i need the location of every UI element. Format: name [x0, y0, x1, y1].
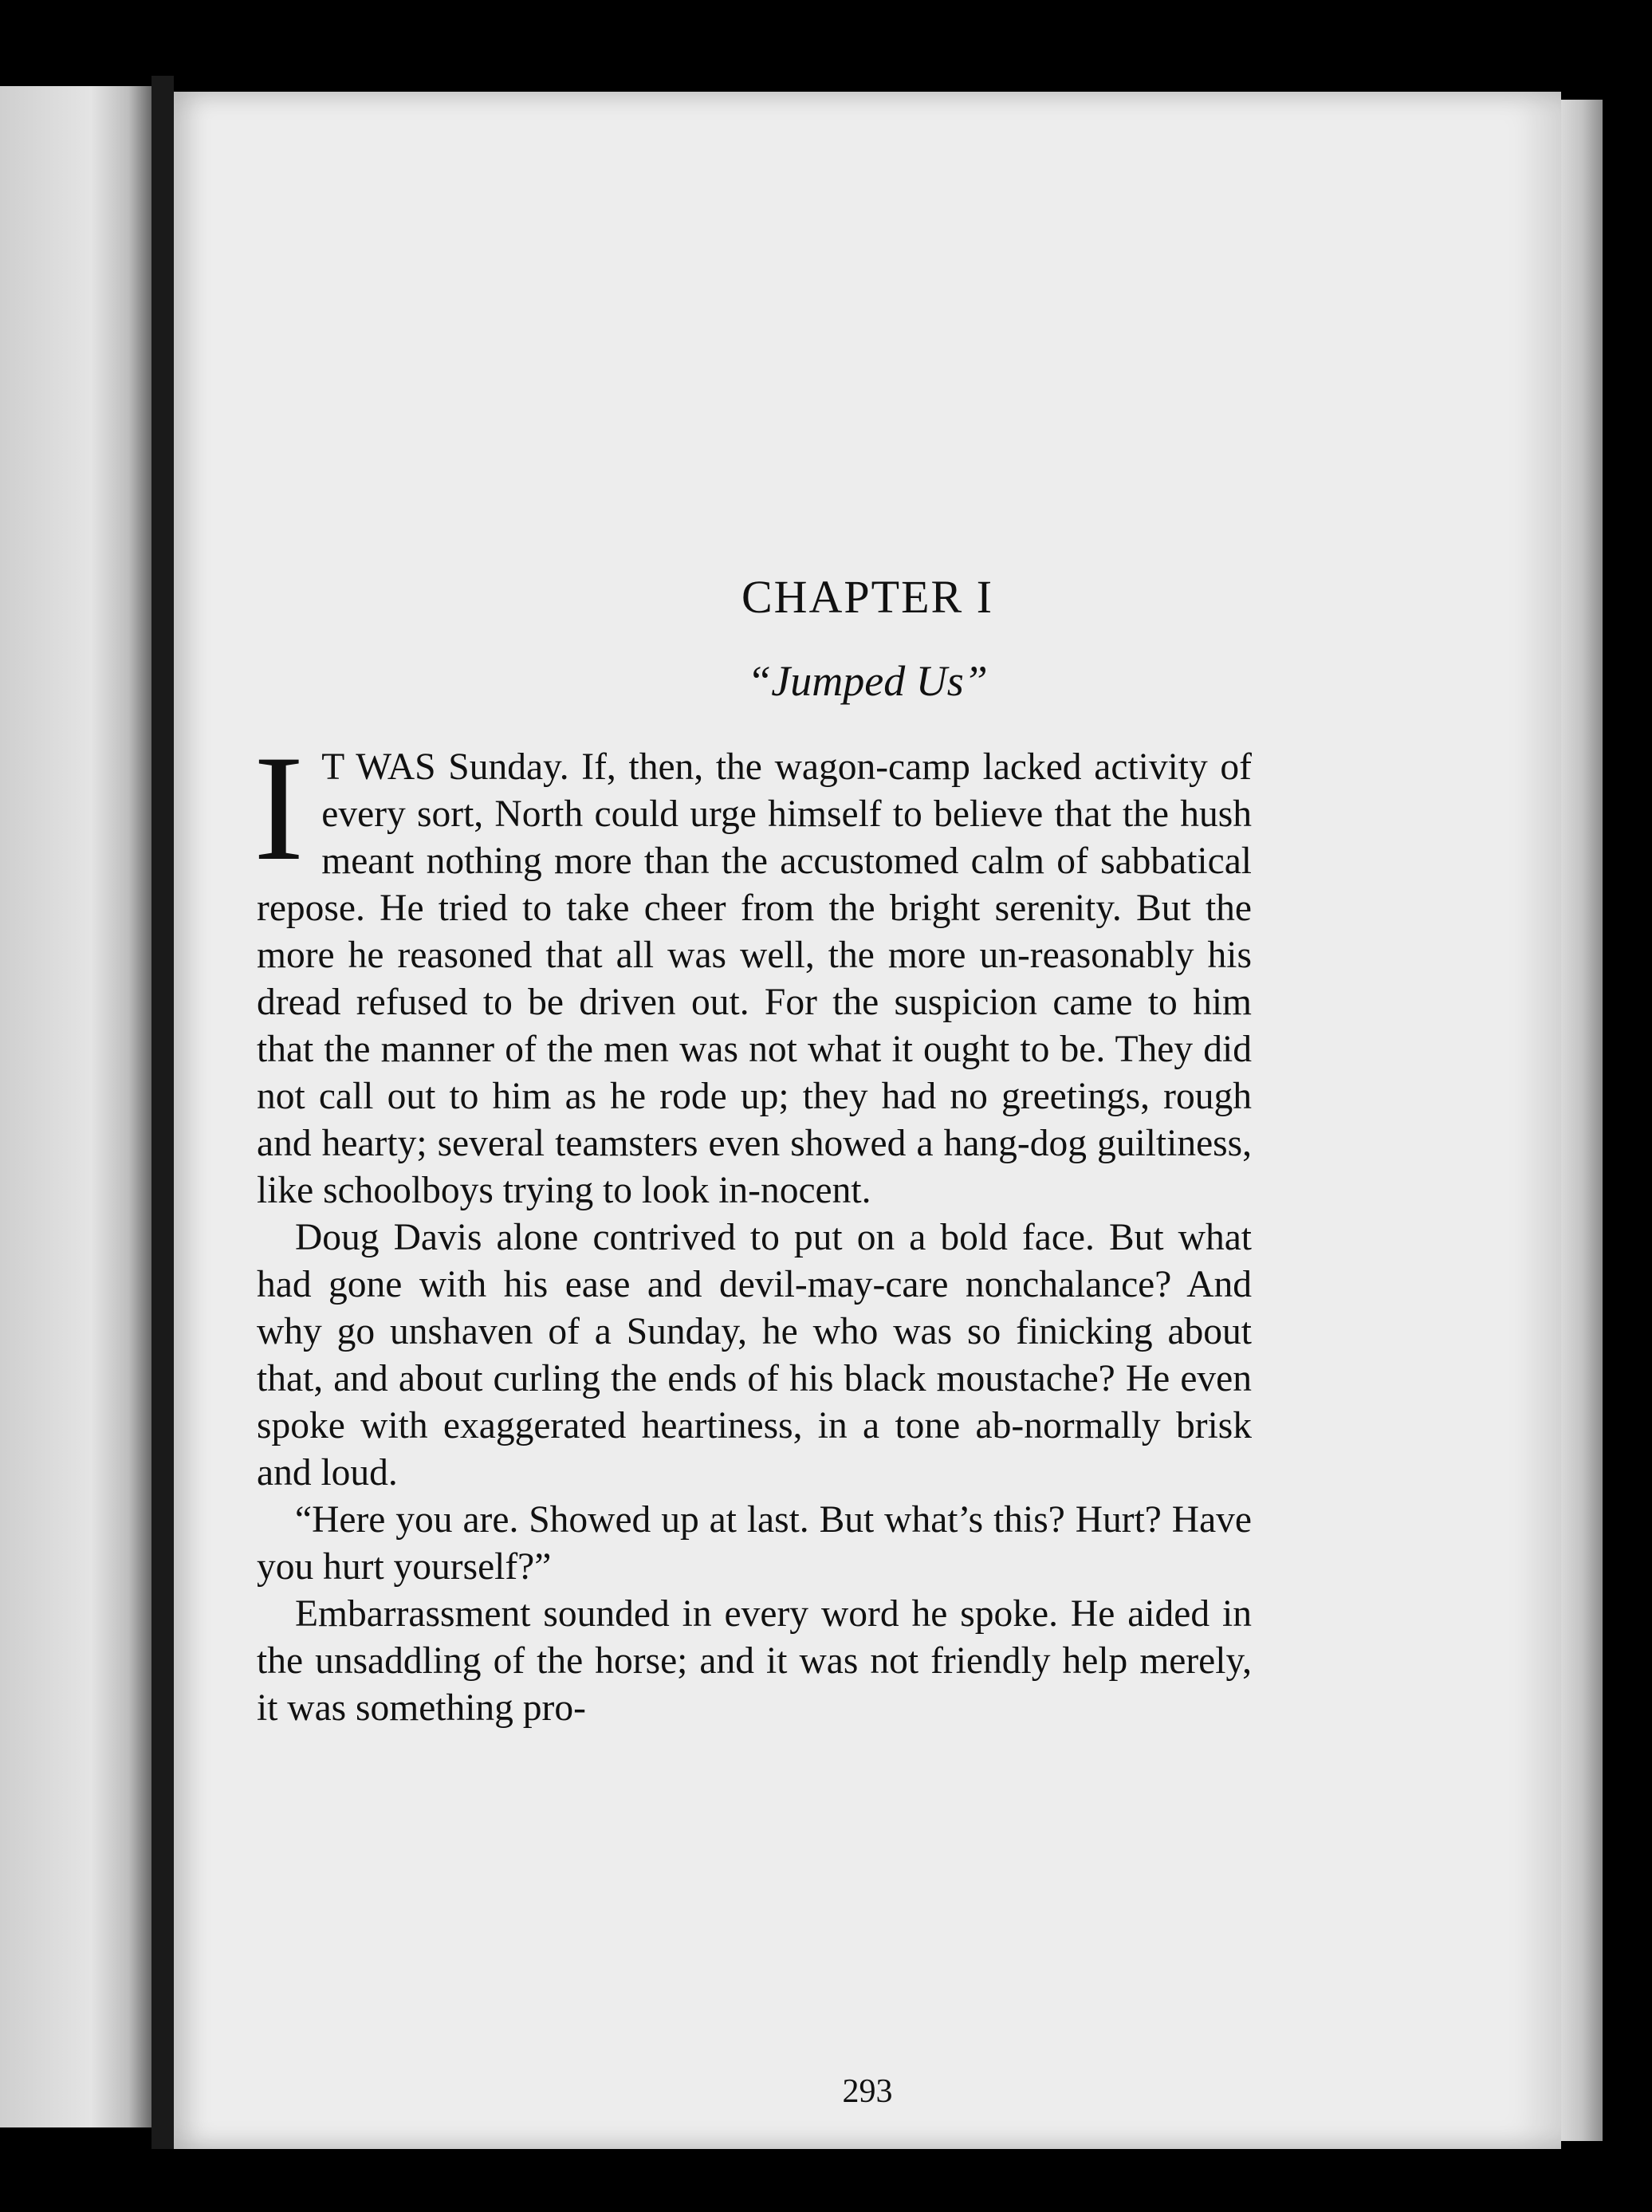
paragraph: Doug Davis alone contrived to put on a bold face. But what had gone with his ease and devil-may-care nonchalance? And why go unshaven of a Sunday, he who was so finicking about that, and about curling the ends of his black moustache? He even spoke with exaggerated heartiness, in a tone ab-normally brisk and loud. [257, 1217, 1252, 1494]
chapter-body [254, 725, 1252, 1732]
chapter-title: CHAPTER I [741, 571, 994, 623]
page-stack-edge [1561, 100, 1603, 2141]
facing-page-edge [0, 86, 151, 2127]
paragraph: Embarrassment sounded in every word he spoke. He aided in the unsaddling of the horse; and it was not friendly help merely, it was something pro- [257, 1593, 1252, 1729]
page-number: 293 [842, 2073, 893, 2110]
paragraph [254, 725, 1252, 1214]
book-page [174, 92, 1561, 2149]
drop-cap: I [254, 725, 305, 892]
paragraph-text: T WAS Sunday. If, then, the wagon-camp lacked activity of every sort, North could urge himself to believe that the hush meant nothing more than the accustomed calm of sabbatical repose. He tried to take cheer from the bright serenity. But the more he reasoned that all was well, the more un-reasonably his dread refused to be driven out. For the suspicion came to him that the manner of the men was not what it ought to be. They did not call out to him as he rode up; they had no greetings, rough and hearty; several teamsters even showed a hang-dog guiltiness, like schoolboys trying to look in-nocent. [257, 746, 1252, 1211]
chapter-subtitle: “Jumped Us” [747, 657, 988, 705]
book-gutter [151, 76, 174, 2149]
paragraph: “Here you are. Showed up at last. But what’s this? Hurt? Have you hurt yourself?” [257, 1499, 1252, 1588]
